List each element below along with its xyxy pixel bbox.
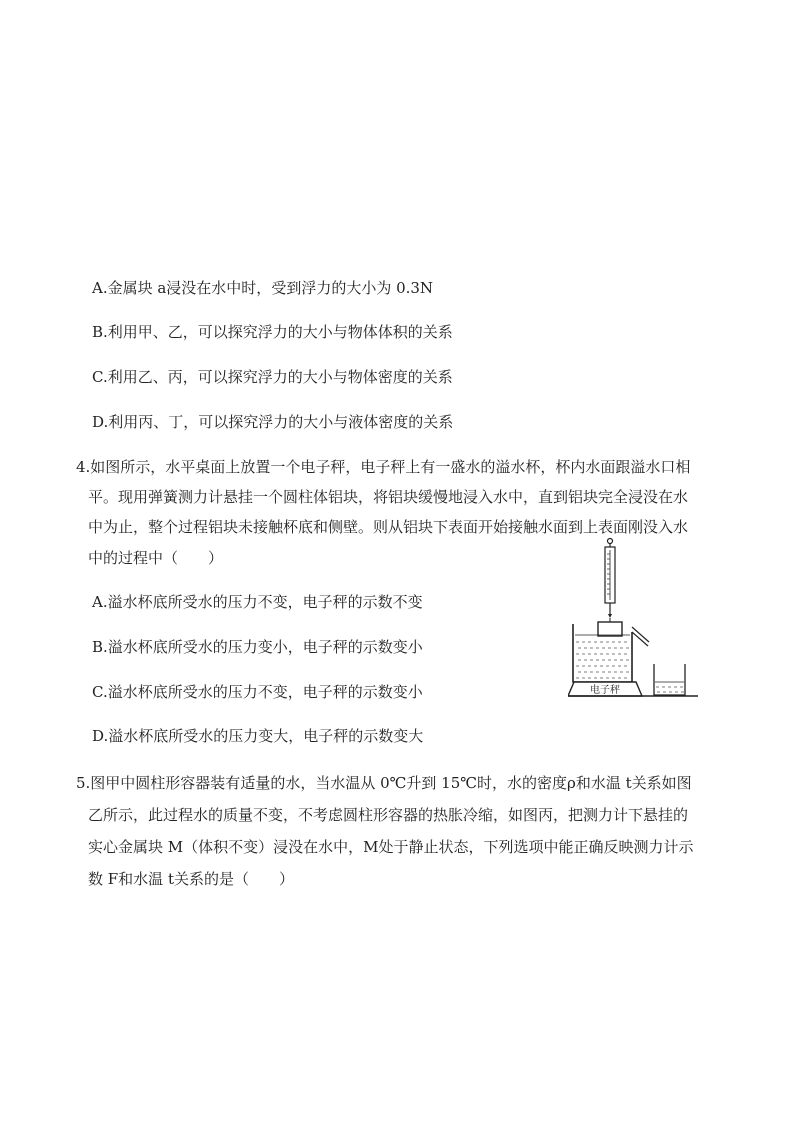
q4-stem-line-3: 中为止，整个过程铝块未接触杯底和侧壁。则从铝块下表面开始接触水面到上表面刚没入水 (88, 518, 689, 536)
q3-option-b: B.利用甲、乙，可以探究浮力的大小与物体体积的关系 (92, 323, 453, 341)
q3-option-c: C.利用乙、丙，可以探究浮力的大小与物体密度的关系 (92, 368, 453, 386)
q4-option-a: A.溢水杯底所受水的压力不变，电子秤的示数不变 (92, 593, 423, 611)
q3-option-d: D.利用丙、丁，可以探究浮力的大小与液体密度的关系 (92, 413, 454, 431)
q3-option-a: A.金属块 a浸没在水中时，受到浮力的大小为 0.3N (92, 279, 434, 297)
q4-stem-line-4: 中的过程中（ ） (88, 549, 224, 567)
q5-stem-line-2: 乙所示，此过程水的质量不变，不考虑圆柱形容器的热胀冷缩，如图丙，把测力计下悬挂的 (88, 806, 689, 824)
scale-label: 电子秤 (590, 685, 620, 696)
q5-stem-line-1: 5.图甲中圆柱形容器装有适量的水，当水温从 0℃升到 15℃时，水的密度ρ和水温 t关系如图 (76, 774, 692, 792)
q4-option-b: B.溢水杯底所受水的压力变小，电子秤的示数变小 (92, 638, 423, 656)
cup-water (575, 635, 630, 678)
q4-option-c: C.溢水杯底所受水的压力不变，电子秤的示数变小 (92, 683, 423, 701)
q4-option-d: D.溢水杯底所受水的压力变大，电子秤的示数变大 (92, 727, 424, 745)
spring-scale-icon (605, 539, 615, 623)
aluminum-block (598, 622, 622, 636)
small-beaker (654, 664, 685, 695)
q5-stem-line-4: 数 F和水温 t关系的是（ ） (88, 870, 294, 888)
q4-stem-line-1: 4.如图所示，水平桌面上放置一个电子秤，电子秤上有一盛水的溢水杯，杯内水面跟溢水口相 (76, 458, 691, 476)
q4-figure-overflow-cup (568, 536, 698, 706)
q5-stem-line-3: 实心金属块 M（体积不变）浸没在水中，M处于静止状态，下列选项中能正确反映测力计示 (88, 838, 694, 856)
q4-stem-line-2: 平。现用弹簧测力计悬挂一个圆柱体铝块，将铝块缓慢地浸入水中，直到铝块完全浸没在水 (88, 488, 689, 506)
